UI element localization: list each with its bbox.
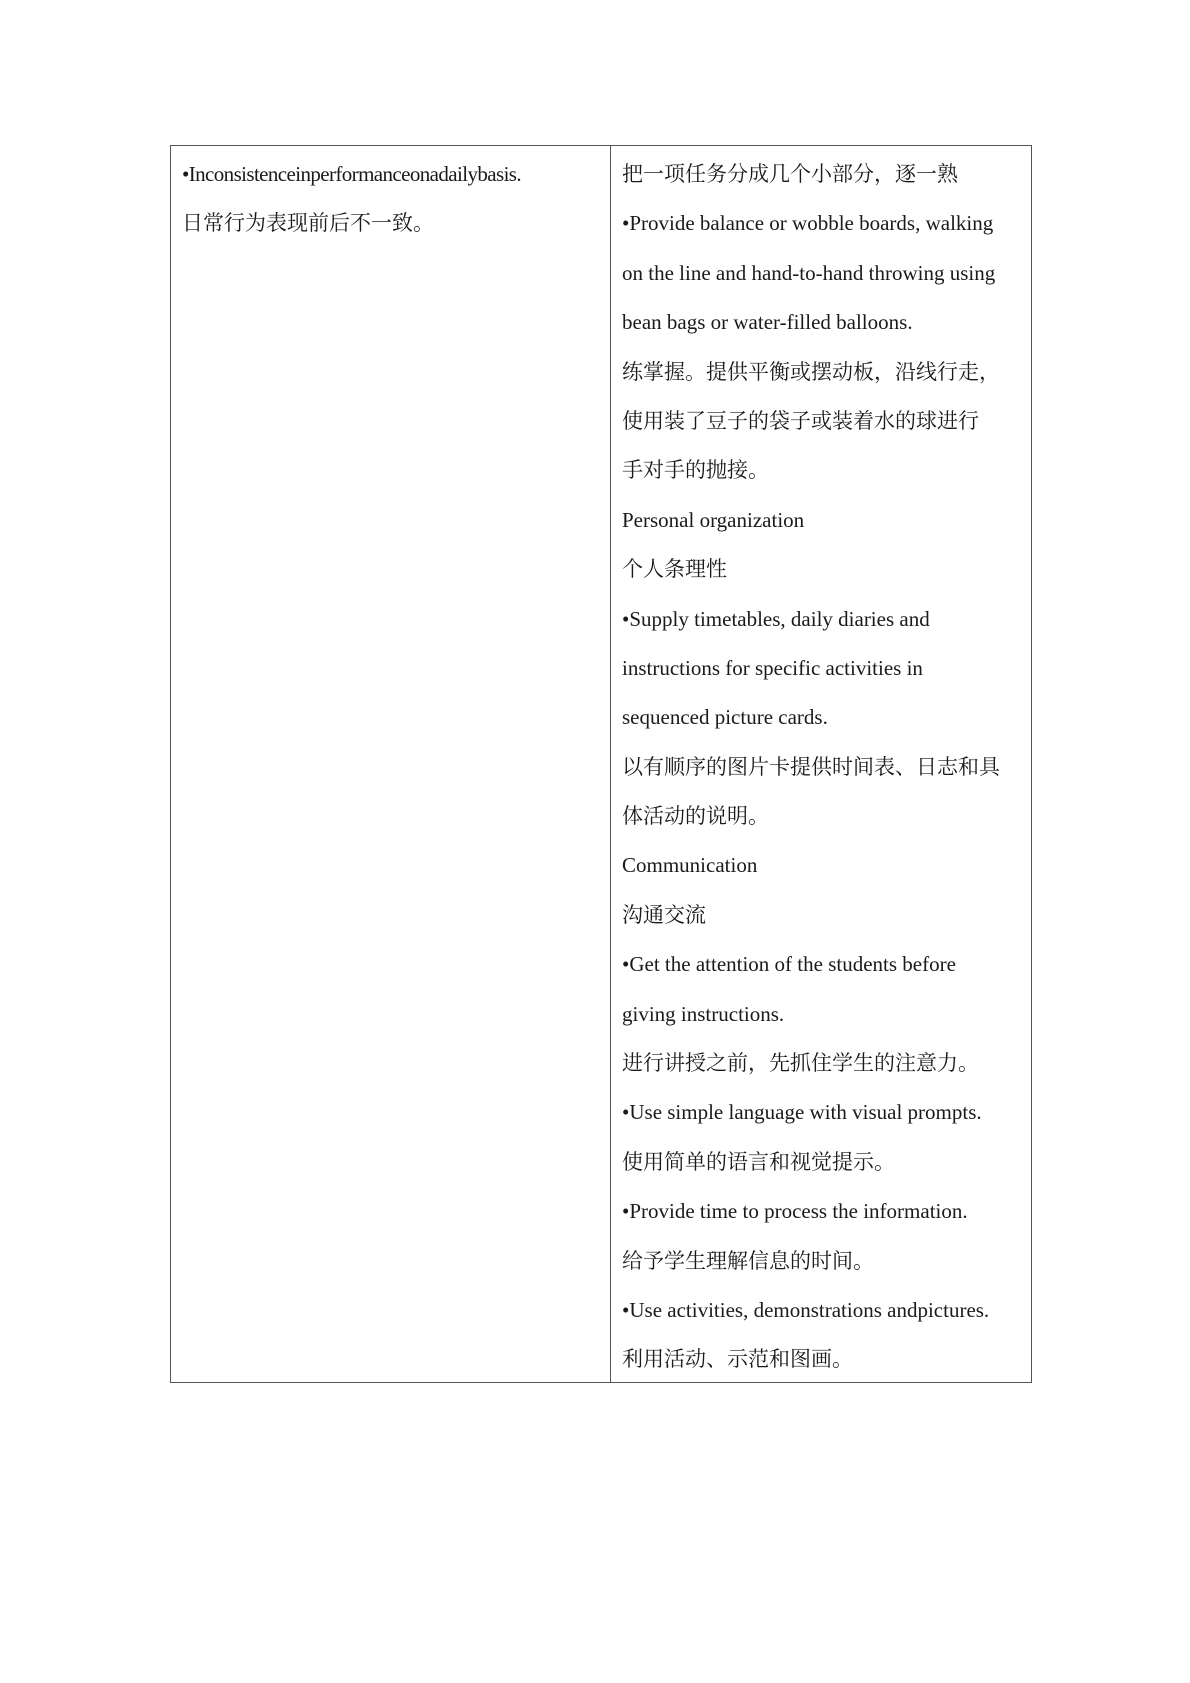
right-line: •Use simple language with visual prompts. <box>622 1100 982 1125</box>
right-line: on the line and hand-to-hand throwing using <box>622 260 996 285</box>
right-line: •Get the attention of the students before <box>622 952 956 977</box>
right-line: 进行讲授之前，先抓住学生的注意力。 <box>622 1051 979 1076</box>
right-line: 体活动的说明。 <box>622 804 769 829</box>
right-line: 练掌握。提供平衡或摆动板，沿线行走， <box>622 359 1000 384</box>
right-line: 使用简单的语言和视觉提示。 <box>622 1149 895 1174</box>
left-line: 日常行为表现前后不一致。 <box>182 211 434 236</box>
right-line: 把一项任务分成几个小部分，逐一熟 <box>622 162 958 186</box>
right-line: 使用装了豆子的袋子或装着水的球进行 <box>622 408 979 433</box>
two-column-table <box>170 145 1032 1383</box>
right-line: •Use activities, demonstrations andpictures. <box>622 1297 990 1322</box>
right-line: giving instructions. <box>622 1001 785 1026</box>
right-column-cell <box>611 146 1031 1382</box>
right-line: sequenced picture cards. <box>622 705 828 730</box>
right-line: •Supply timetables, daily diaries and <box>622 606 930 631</box>
section-heading: Communication <box>622 853 758 878</box>
right-line: instructions for specific activities in <box>622 655 923 680</box>
right-line: bean bags or water-filled balloons. <box>622 310 913 335</box>
left-line: •Inconsistenceinperformanceonadailybasis. <box>182 162 522 186</box>
right-line: 以有顺序的图片卡提供时间表、日志和具 <box>622 754 1000 779</box>
right-line: •Provide balance or wobble boards, walking <box>622 211 994 236</box>
right-line: 手对手的抛接。 <box>622 458 769 483</box>
section-heading: 沟通交流 <box>622 902 706 927</box>
section-heading: 个人条理性 <box>622 557 727 582</box>
right-line: 利用活动、示范和图画。 <box>622 1347 853 1372</box>
left-column-cell <box>171 146 611 1382</box>
right-line: •Provide time to process the information. <box>622 1199 968 1224</box>
section-heading: Personal organization <box>622 507 805 532</box>
right-line: 给予学生理解信息的时间。 <box>622 1248 874 1273</box>
